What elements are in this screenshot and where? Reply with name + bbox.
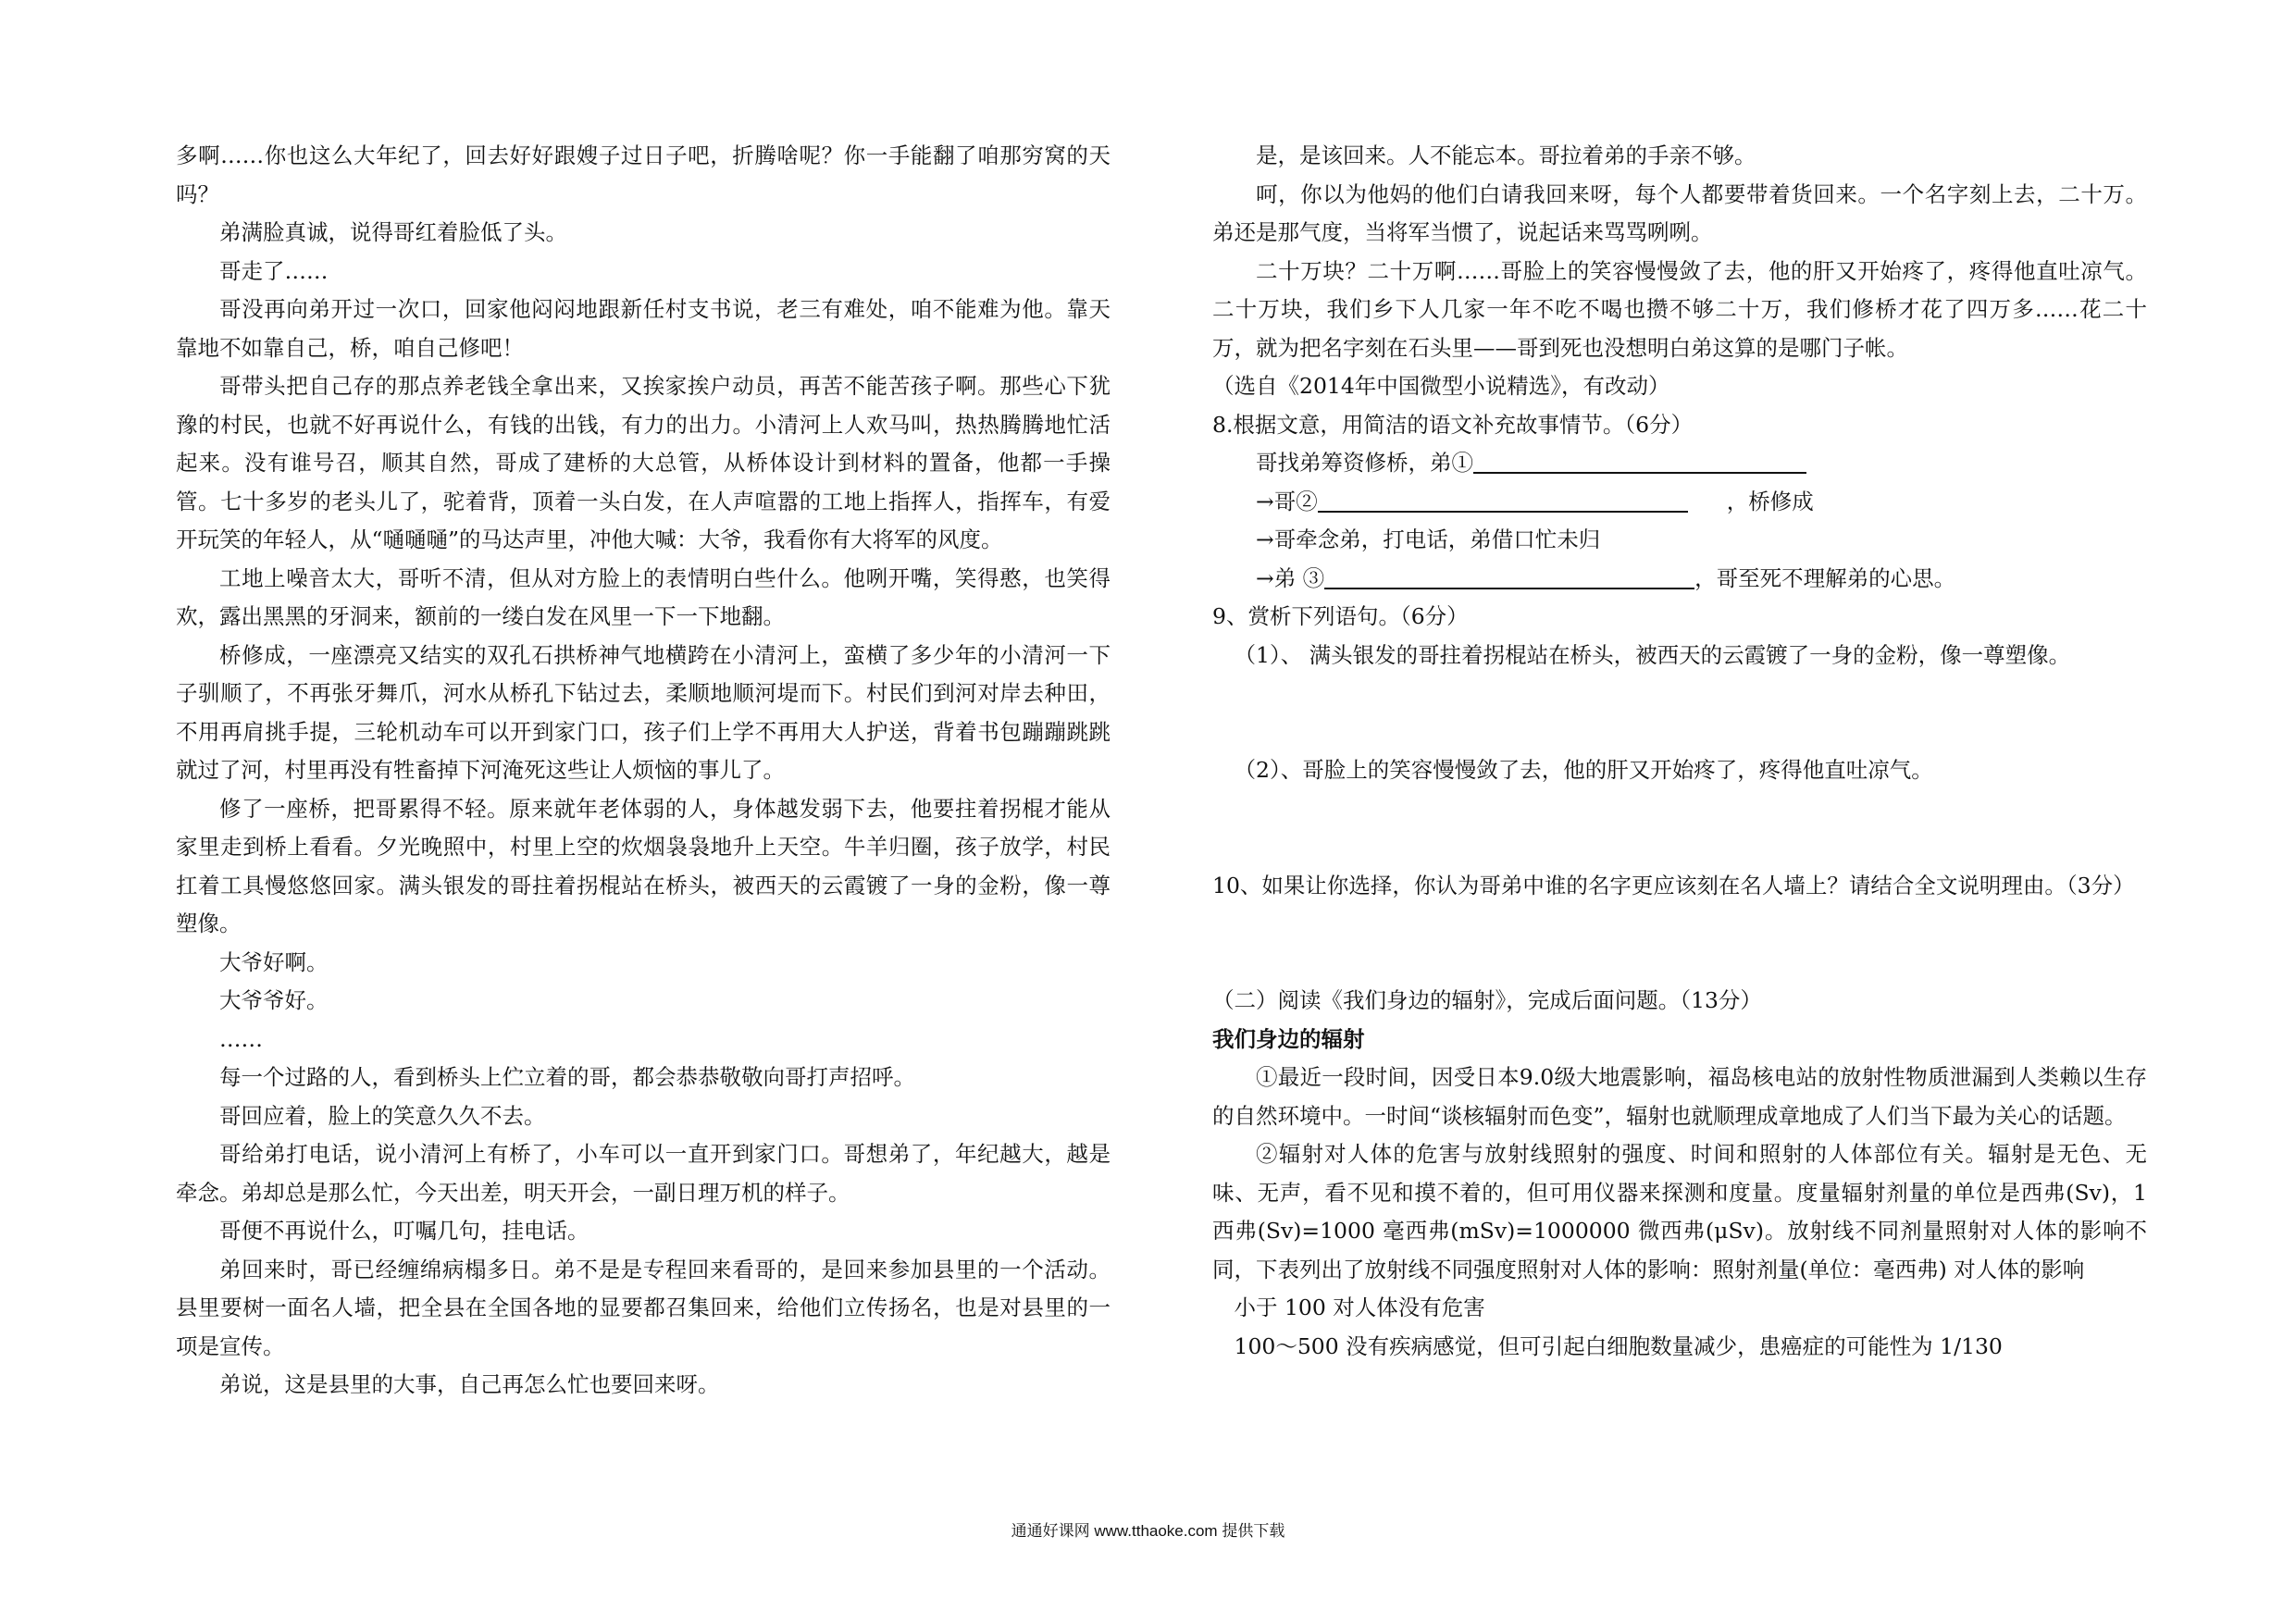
paragraph: 多啊……你也这么大年纪了，回去好好跟嫂子过日子吧，折腾啥呢？你一手能翻了咱那穷窝的天吗？ (176, 142, 1111, 207)
paragraph: 哥给弟打电话，说小清河上有桥了，小车可以一直开到家门口。哥想弟了，年纪越大，越是牵念。弟却总是那么忙，今天出差，明天开会，一副日理万机的样子。 (176, 1141, 1111, 1206)
answer-space[interactable] (1212, 790, 2147, 867)
paragraph: 哥走了…… (219, 257, 329, 284)
paragraph: 哥没再向弟开过一次口，回家他闷闷地跟新任村支书说，老三有难处，咱不能难为他。靠天靠地不如靠自己，桥，咱自己修吧！ (176, 296, 1111, 361)
paragraph: 大爷爷好。 (219, 987, 329, 1013)
question-8: 8.根据文意，用简洁的语文补充故事情节。（6分） (1212, 411, 1694, 438)
paragraph: 每一个过路的人，看到桥头上伫立着的哥，都会恭恭敬敬向哥打声招呼。 (219, 1064, 915, 1090)
paragraph: 呵，你以为他妈的他们白请我回来呀，每个人都要带着货回来。一个名字刻上去，二十万。弟还是那气度，当将军当惯了，说起话来骂骂咧咧。 (1212, 180, 2147, 245)
paragraph: …… (219, 1025, 263, 1052)
question-8-line-4 (1212, 560, 2147, 599)
paragraph: 工地上噪音太大，哥听不清，但从对方脸上的表情明白些什么。他咧开嘴，笑得憨，也笑得欢，露出黑黑的牙洞来，额前的一缕白发在风里一下一下地翻。 (176, 564, 1111, 629)
question-8-line-1-text: 哥找弟筹资修桥，弟① (1256, 450, 1473, 476)
article-title: 我们身边的辐射 (1212, 1025, 1365, 1052)
question-8-line-2-suffix: ，桥修成 (1726, 488, 1814, 514)
paragraph: 哥便不再说什么，叮嘱几句，挂电话。 (219, 1218, 590, 1244)
left-column (176, 137, 1111, 1405)
paragraph: 是，是该回来。人不能忘本。哥拉着弟的手亲不够。 (1256, 142, 1756, 168)
table-row: 100～500 没有疾病感觉，但可引起白细胞数量减少，患癌症的可能性为 1/130 (1234, 1332, 2003, 1359)
paragraph: 哥带头把自己存的那点养老钱全拿出来，又挨家挨户动员，再苦不能苦孩子啊。那些心下犹豫的村民，也就不好再说什么，有钱的出钱，有力的出力。小清河上人欢马叫，热热腾腾地忙活起来。没有谁号召，顺其自然，哥成了建桥的大总管，从桥体设计到材料的置备，他都一手操管。七十多岁的老头儿了，驼着背，顶着一头白发，在人声喧嚣的工地上指挥人，指挥车，有爱开玩笑的年轻人，从“嗵嗵嗵”的马达声里，冲他大喊：大爷，我看你有大将军的风度。 (176, 373, 1111, 552)
answer-space[interactable] (1212, 905, 2147, 982)
right-column (1212, 137, 2147, 1366)
paragraph: 二十万块？二十万啊……哥脸上的笑容慢慢敛了去，他的肝又开始疼了，疼得他直吐凉气。二十万块，我们乡下人几家一年不吃不喝也攒不够二十万，我们修桥才花了四万多……花二十万，就为把名字刻在石头里——哥到死也没想明白弟这算的是哪门子帐。 (1212, 257, 2147, 361)
question-9-item-2: （2）、哥脸上的笑容慢慢敛了去，他的肝又开始疼了，疼得他直吐凉气。 (1234, 757, 1933, 783)
answer-blank-2[interactable] (1318, 487, 1688, 513)
answer-blank-1[interactable] (1473, 448, 1806, 474)
question-8-line-1 (1212, 444, 2147, 483)
page-footer: 通通好课网 www.tthaoke.com 提供下载 (1011, 1522, 1285, 1540)
source-citation: （选自《2014年中国微型小说精选》，有改动） (1212, 373, 1670, 399)
paragraph: 弟说，这是县里的大事，自己再怎么忙也要回来呀。 (219, 1371, 720, 1397)
table-row: 小于 100 对人体没有危害 (1234, 1295, 1485, 1320)
question-9: 9、赏析下列语句。（6分） (1212, 603, 1469, 629)
paragraph: 哥回应着，脸上的笑意久久不去。 (219, 1102, 546, 1129)
paragraph: 弟满脸真诚，说得哥红着脸低了头。 (219, 219, 567, 245)
paragraph: 修了一座桥，把哥累得不轻。原来就年老体弱的人，身体越发弱下去，他要拄着拐棍才能从家里走到桥上看看。夕光晚照中，村里上空的炊烟袅袅地升上天空。牛羊归圈，孩子放学，村民扛着工具慢悠悠回家。满头银发的哥拄着拐棍站在桥头，被西天的云霞镀了一身的金粉，像一尊塑像。 (176, 795, 1111, 936)
question-9-item-1: （1）、 满头银发的哥拄着拐棍站在桥头，被西天的云霞镀了一身的金粉，像一尊塑像。 (1234, 641, 2071, 668)
answer-blank-3[interactable] (1324, 564, 1694, 589)
paragraph: 弟回来时，哥已经缠绵病榻多日。弟不是是专程回来看哥的，是回来参加县里的一个活动。县里要树一面名人墙，把全县在全国各地的显要都召集回来，给他们立传扬名，也是对县里的一项是宣传。 (176, 1256, 1111, 1359)
question-8-line-4-suffix: ，哥至死不理解弟的心思。 (1694, 564, 1956, 591)
question-8-line-3: →哥牵念弟，打电话，弟借口忙未归 (1256, 527, 1601, 552)
question-8-line-2 (1212, 483, 2147, 522)
paragraph: 大爷好啊。 (219, 948, 329, 975)
answer-space[interactable] (1212, 675, 2147, 751)
paragraph: ②辐射对人体的危害与放射线照射的强度、时间和照射的人体部位有关。辐射是无色、无味、无声，看不见和摸不着的，但可用仪器来探测和度量。度量辐射剂量的单位是西弗(Sv)，1 西弗(Sv)=1000 毫西弗(mSv)=1000000 微西弗(μSv)。放射线不同剂量照射对人体的影响不同，下表列出了放射线不同强度照射对人体的影响：照射剂量(单位：毫西弗) 对人体的影响 (1212, 1141, 2147, 1282)
question-8-line-4-text: →弟 ③ (1256, 564, 1325, 591)
paragraph: ①最近一段时间，因受日本9.0级大地震影响，福岛核电站的放射性物质泄漏到人类赖以生存的自然环境中。一时间“谈核辐射而色变”，辐射也就顺理成章地成了人们当下最为关心的话题。 (1212, 1064, 2147, 1129)
paragraph: 桥修成，一座漂亮又结实的双孔石拱桥神气地横跨在小清河上，蛮横了多少年的小清河一下子驯顺了，不再张牙舞爪，河水从桥孔下钻过去，柔顺地顺河堤而下。村民们到河对岸去种田，不用再肩挑手提，三轮机动车可以开到家门口，孩子们上学不再用大人护送，背着书包蹦蹦跳跳就过了河，村里再没有牲畜掉下河淹死这些让人烦恼的事儿了。 (176, 641, 1111, 783)
question-8-line-2-text: →哥② (1256, 488, 1318, 514)
section-2-heading: （二）阅读《我们身边的辐射》，完成后面问题。（13分） (1212, 987, 1762, 1013)
question-10: 10、如果让你选择，你认为哥弟中谁的名字更应该刻在名人墙上？请结合全文说明理由。（3分） (1212, 872, 2135, 898)
